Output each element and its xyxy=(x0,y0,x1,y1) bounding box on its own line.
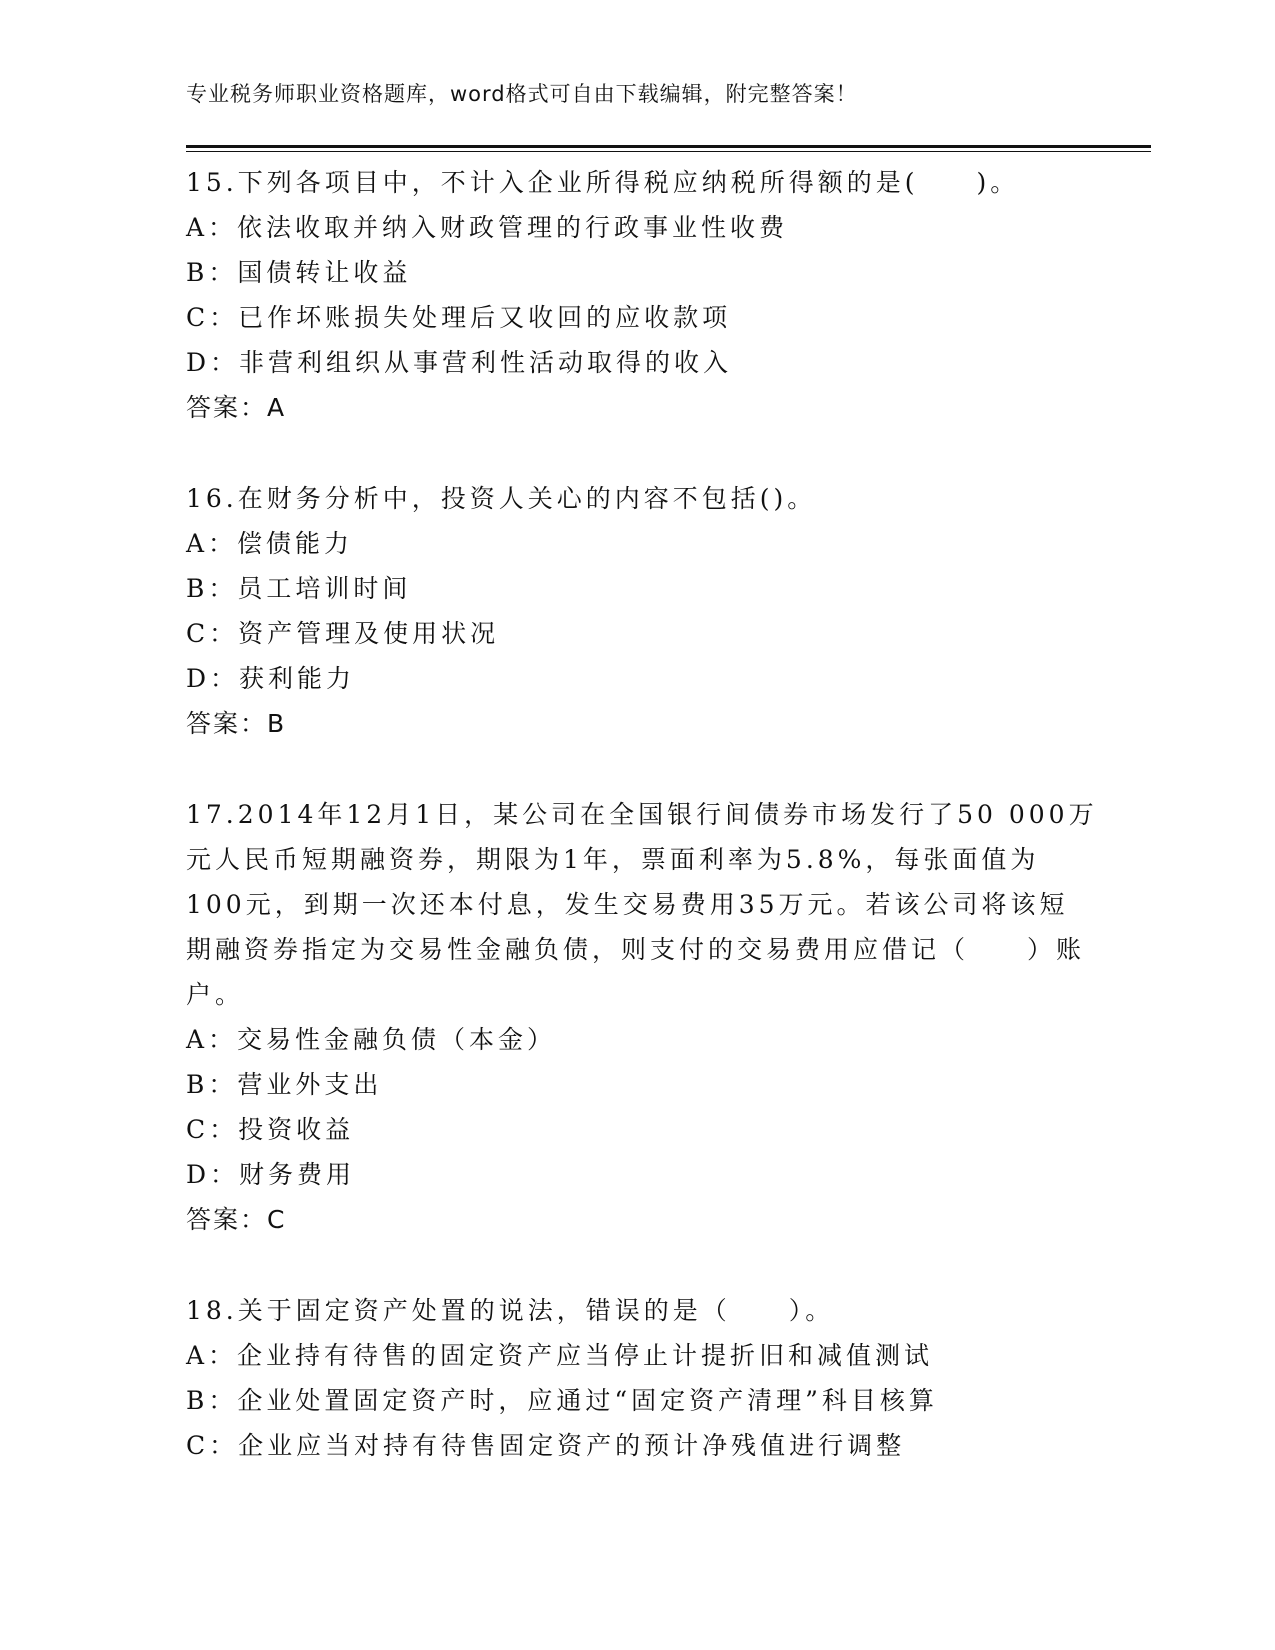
question-stem: 18.关于固定资产处置的说法，错误的是（ ）。 xyxy=(186,1296,835,1325)
answer-label: 答案：C xyxy=(186,1205,287,1234)
question-block xyxy=(186,476,1086,746)
option-c: C：企业应当对持有待售固定资产的预计净残值进行调整 xyxy=(186,1431,906,1460)
option-d: D：非营利组织从事营利性活动取得的收入 xyxy=(186,348,733,377)
option-c: C：已作坏账损失处理后又收回的应收款项 xyxy=(186,303,732,332)
question-stem-line: 17.2014年12月1日，某公司在全国银行间债券市场发行了50 000万 xyxy=(186,800,1098,829)
header-divider-thick xyxy=(186,145,1151,148)
option-b: B：员工培训时间 xyxy=(186,574,412,603)
option-a: A：企业持有待售的固定资产应当停止计提折旧和减值测试 xyxy=(186,1341,934,1370)
answer-label: 答案：B xyxy=(186,709,287,738)
option-b: B：企业处置固定资产时，应通过“固定资产清理”科目核算 xyxy=(186,1386,938,1415)
option-d: D：财务费用 xyxy=(186,1160,356,1189)
page-header: 专业税务师职业资格题库，word格式可自由下载编辑，附完整答案！ xyxy=(186,82,858,106)
question-block xyxy=(186,792,1098,1242)
answer-label: 答案：A xyxy=(186,393,287,422)
question-stem-line: 100元，到期一次还本付息，发生交易费用35万元。若该公司将该短 xyxy=(186,890,1069,919)
option-d: D：获利能力 xyxy=(186,664,356,693)
option-a: A：交易性金融负债（本金） xyxy=(186,1025,557,1054)
option-b: B：营业外支出 xyxy=(186,1070,383,1099)
spacer xyxy=(186,430,1086,476)
option-a: A：依法收取并纳入财政管理的行政事业性收费 xyxy=(186,213,789,242)
question-stem: 15.下列各项目中，不计入企业所得税应纳税所得额的是( )。 xyxy=(186,168,1020,197)
question-list xyxy=(186,160,1098,1468)
question-block xyxy=(186,160,1086,430)
question-stem: 16.在财务分析中，投资人关心的内容不包括()。 xyxy=(186,484,817,513)
option-a: A：偿债能力 xyxy=(186,529,354,558)
spacer xyxy=(186,746,1086,792)
option-b: B：国债转让收益 xyxy=(186,258,412,287)
question-stem-line: 期融资券指定为交易性金融负债，则支付的交易费用应借记（ ）账 xyxy=(186,935,1086,964)
question-stem-line: 元人民币短期融资券，期限为1年，票面利率为5.8%，每张面值为 xyxy=(186,845,1040,874)
option-c: C：投资收益 xyxy=(186,1115,355,1144)
header-divider-thin xyxy=(186,151,1151,152)
question-stem-line: 户。 xyxy=(186,980,245,1009)
option-c: C：资产管理及使用状况 xyxy=(186,619,500,648)
spacer xyxy=(186,1242,1086,1288)
question-block xyxy=(186,1288,1086,1468)
